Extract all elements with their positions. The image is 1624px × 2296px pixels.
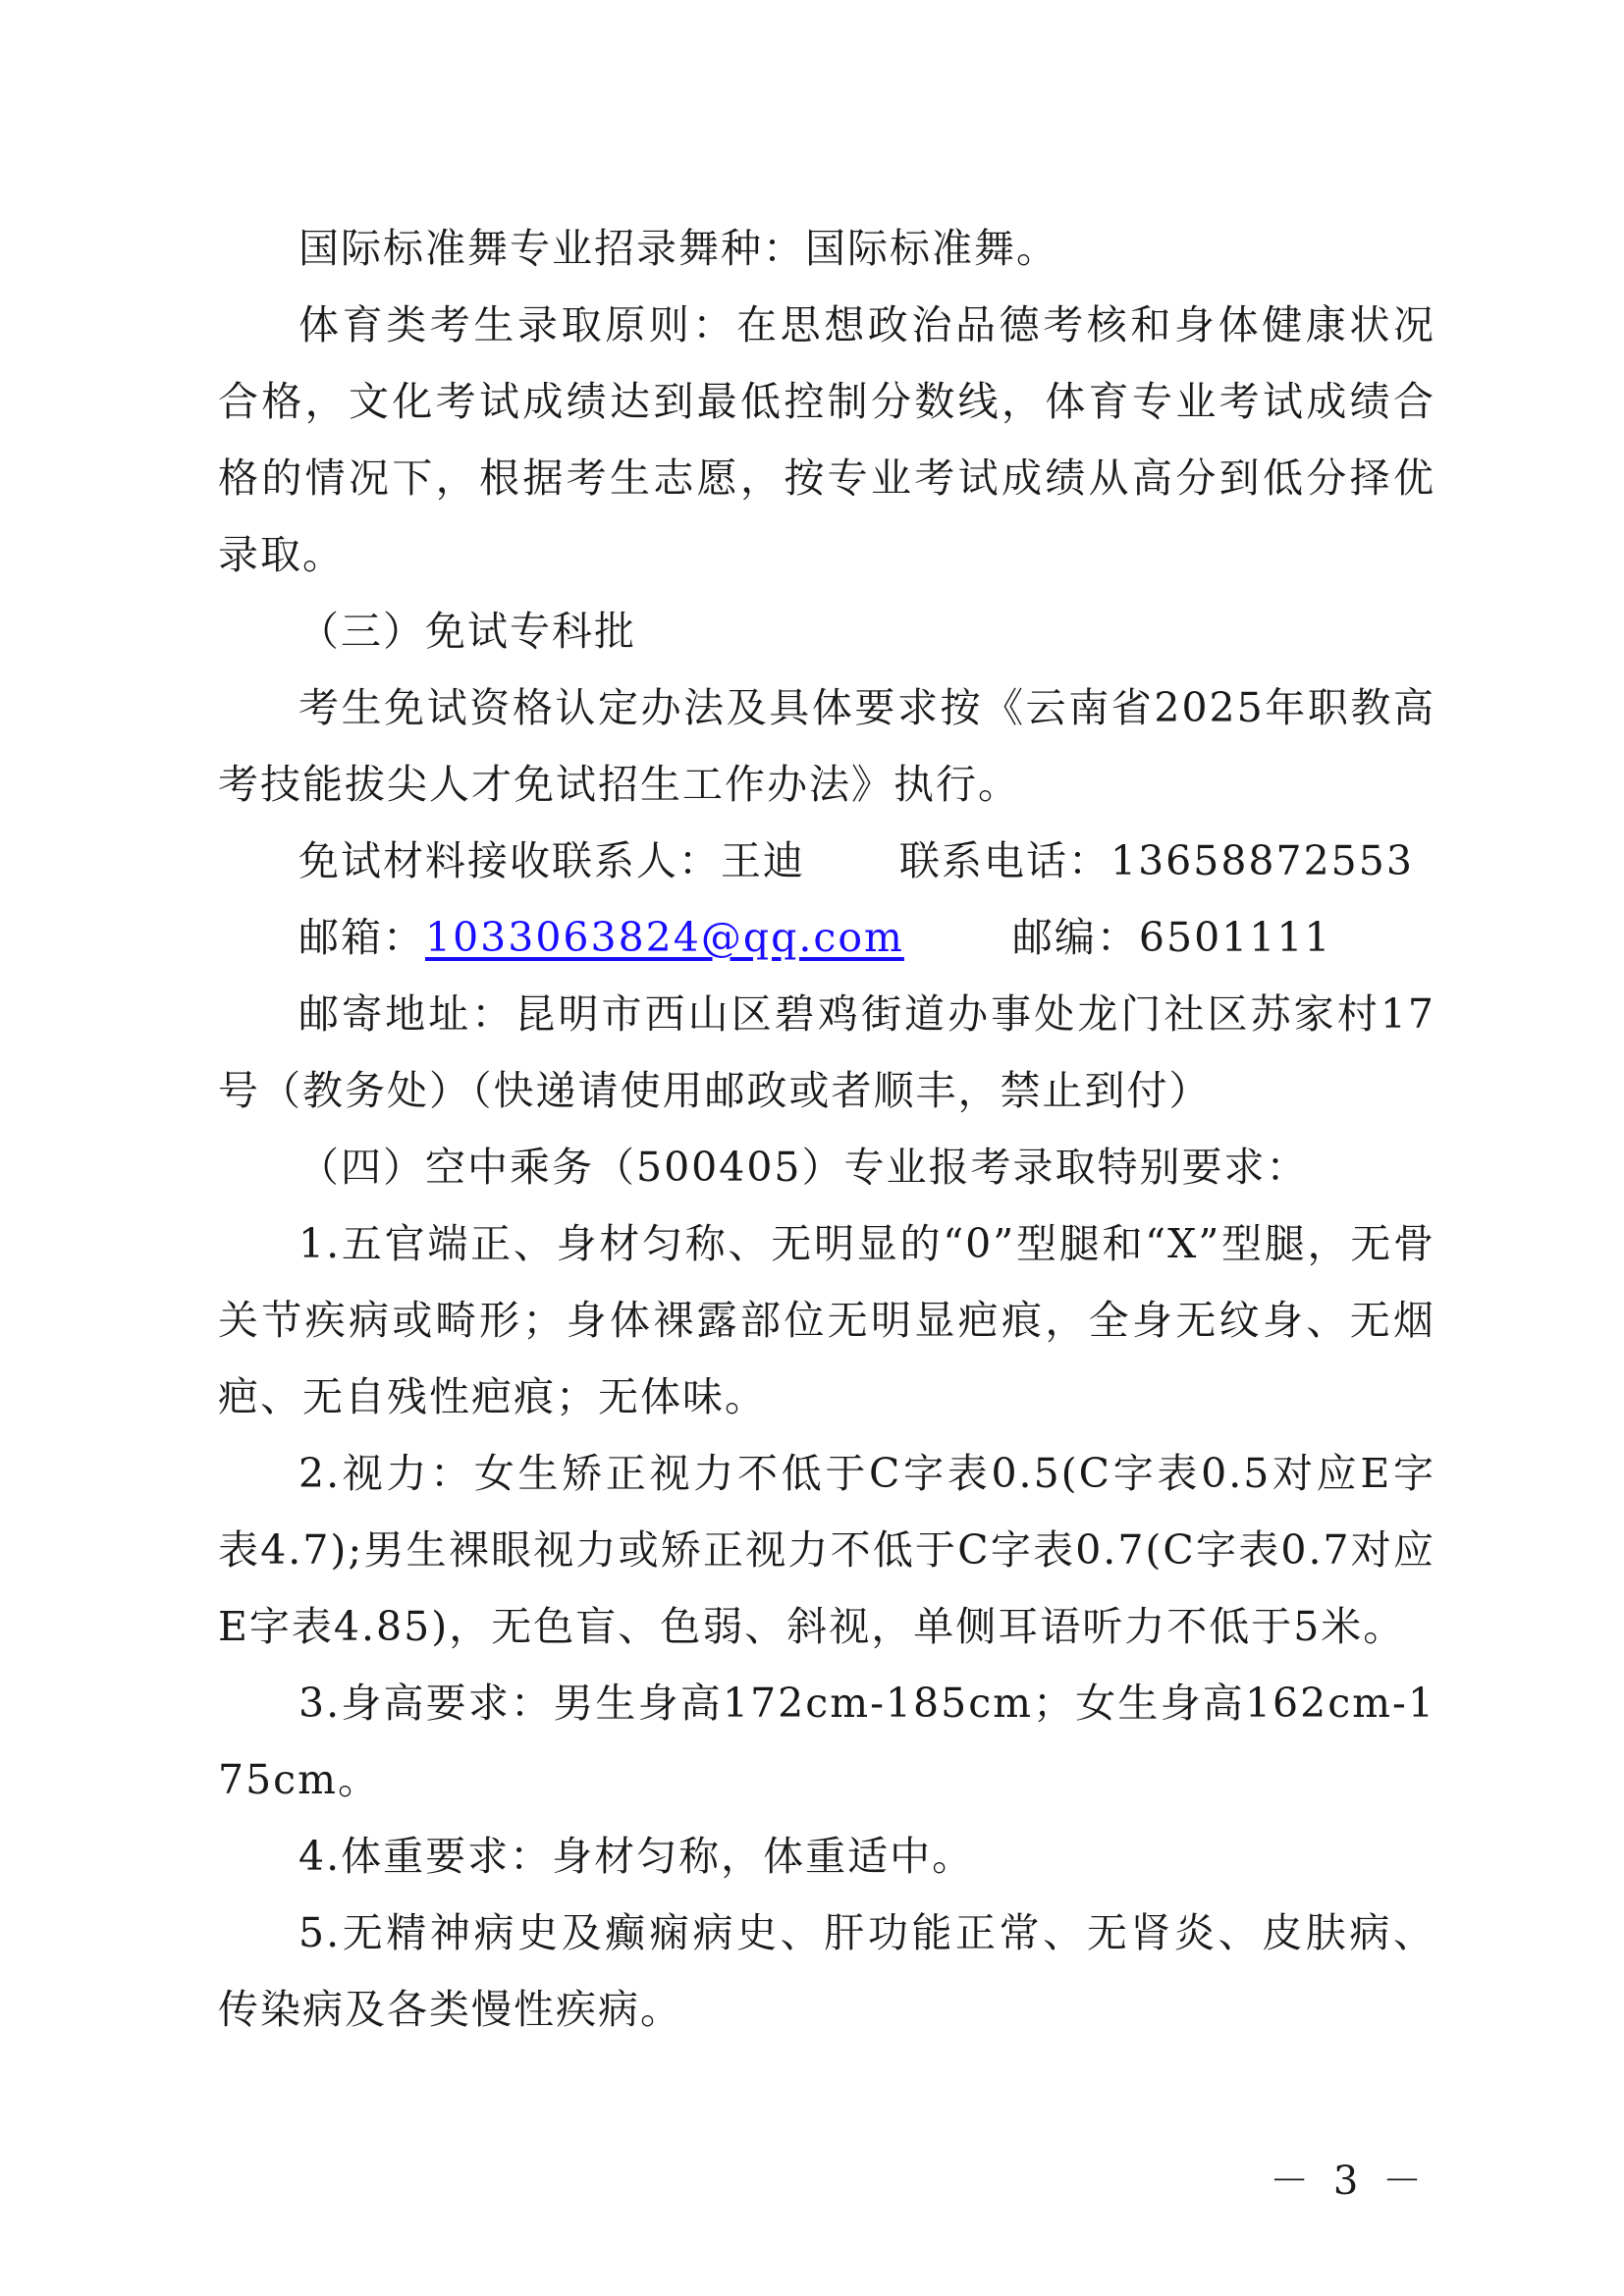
section-heading-flight-attendant: （四）空中乘务（500405）专业报考录取特别要求： [298, 1144, 1309, 1191]
paragraph-exam-free-rules: 考生免试资格认定办法及具体要求按《云南省2025年职教高考技能拔尖人才免试招生工作办法》执行。 [218, 684, 1435, 808]
section-heading-exam-free: （三）免试专科批 [298, 608, 636, 655]
requirement-height: 3.身高要求：男生身高172cm-185cm；女生身高162cm-175cm。 [218, 1680, 1435, 1803]
requirement-vision: 2.视力：女生矫正视力不低于C字表0.5(C字表0.5对应E字表4.7);男生裸眼视力或矫正视力不低于C字表0.7(C字表0.7对应E字表4.85)，无色盲、色弱、斜视，单侧耳语听力不低于5米。 [218, 1450, 1435, 1650]
email-label: 邮箱： [298, 914, 425, 961]
contact-phone: 联系电话：13658872553 [899, 837, 1414, 884]
document-body [218, 210, 1435, 2048]
email-link[interactable]: 1033063824@qq.com [425, 914, 904, 961]
paragraph-mailing-address: 邮寄地址：昆明市西山区碧鸡街道办事处龙门社区苏家村17号（教务处）（快递请使用邮政或者顺丰，禁止到付） [218, 990, 1435, 1114]
paragraph-sports-admission: 体育类考生录取原则：在思想政治品德考核和身体健康状况合格，文化考试成绩达到最低控制分数线，体育专业考试成绩合格的情况下，根据考生志愿，按专业考试成绩从高分到低分择优录取。 [218, 301, 1435, 578]
requirement-health: 5.无精神病史及癫痫病史、肝功能正常、无肾炎、皮肤病、传染病及各类慢性疾病。 [218, 1909, 1435, 2033]
page-number: － 3 － [1270, 2159, 1428, 2204]
contact-person: 免试材料接收联系人：王迪 [298, 837, 805, 884]
paragraph-ballroom-dance: 国际标准舞专业招录舞种：国际标准舞。 [298, 225, 1058, 272]
zip-code: 邮编：6501111 [1011, 914, 1332, 961]
requirement-weight: 4.体重要求：身材匀称，体重适中。 [298, 1833, 975, 1880]
requirement-appearance: 1.五官端正、身材匀称、无明显的“0”型腿和“X”型腿，无骨关节疾病或畸形；身体裸露部位无明显疤痕，全身无纹身、无烟疤、无自残性疤痕；无体味。 [218, 1220, 1435, 1420]
mail-line [218, 899, 1435, 976]
contact-line [218, 823, 1435, 899]
